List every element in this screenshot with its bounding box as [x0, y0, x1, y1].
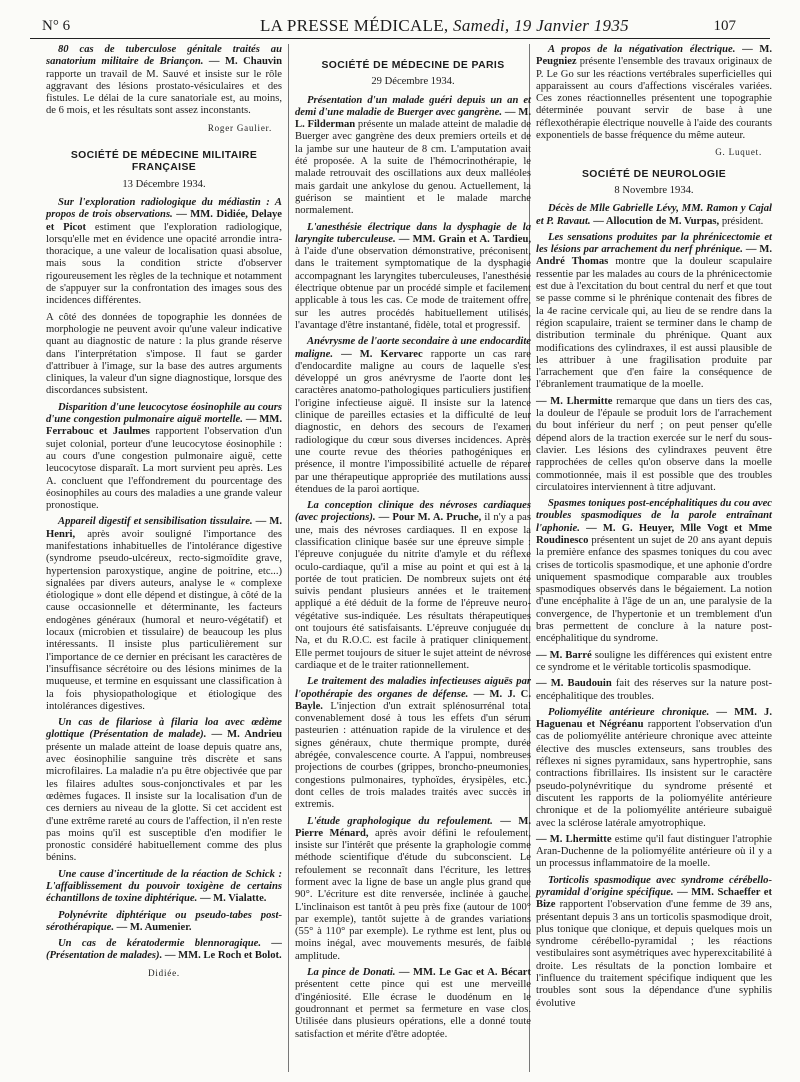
abstract-title: La conception clinique des névroses cardiaques (avec projections). — [295, 500, 531, 524]
abstract-body: présente l'ensemble des travaux originaux de P. Le Go sur les réactions vertébrales superficielles qui apparaissent au cours d'affections viscérales variées. Ces zones réactionnelles présentent une topographie déterminée pouvant servir de base à une réflexothérapie électrique nouvelle à l'aide des courants exponentiels de basse fréquence du même auteur. — [536, 56, 772, 142]
abstract-title: La pince de Donati. — [307, 967, 396, 979]
column-2 — [295, 44, 531, 1045]
abstract-body: rapporte un travail de M. Sauvé et insiste sur le rôle aggravant des lésions prostato-vésiculaires et des fistules. Le délai de la cure sanatoriale est, au moins, de 6 mois, et les résultats sont assez inconstants. — [46, 68, 282, 117]
item-list — [46, 44, 282, 118]
abstract-authors: — M. Henri, — [46, 516, 282, 540]
abstract-body: à l'aide d'une observation démonstrative, préconisent, dans le traitement symptomatique de la dysphagie accompagnant les laryngites tuberculeuses, l'anesthésie électrique obtenue par un procédé simple et facilement applicable à tous les cas. Ce mode de traitement offre, sur les autres procédés habituellement utilisés, l'avantage d'être instantané, fidèle, total et progressif. — [295, 246, 531, 331]
abstract-paragraph — [295, 95, 531, 218]
issue-number: N° 6 — [42, 18, 71, 34]
abstract-title: 80 cas de tuberculose génitale traités au sanatorium militaire de Briançon. — [46, 44, 282, 68]
abstract-body: après avoir souligné l'importance des manifestations inhabituelles de l'intolérance digestive (syndrome pseudo-ulcéreux, recto-sigmoïdite grave, hypertension paroxystique, angine de poitrine, etc...) signalées par divers auteurs, analyse le « complexe étiologique » dont elle dépend et distingue, à côté de la cause occasionnelle et déterminante, les facteurs endogènes généraux (humoral et neuro-végétatif) et locaux (microbien et tissulaire) de beaucoup les plus intéressants. Il insiste plus particulièrement sur l'importance de ce dernier en précisant les caractères de l'insuffisance sécrétoire ou des lésions minimes de la muqueuse, et termine en esquissant une classification à la fois physiopathologique et étiologique des intolérances digestives. — [46, 528, 282, 712]
abstract-paragraph — [536, 834, 772, 871]
page-header — [30, 14, 770, 40]
section-date: 8 Novembre 1934. — [614, 184, 694, 196]
abstract-paragraph — [46, 516, 282, 713]
abstract-authors: — M. Andrieu — [211, 729, 282, 741]
abstract-title: L'étude graphologique du refoulement. — [307, 815, 493, 827]
abstract-paragraph — [536, 498, 772, 646]
section-date: 29 Décembre 1934. — [371, 76, 455, 88]
abstract-paragraph — [295, 336, 531, 496]
abstract-title: Sur l'exploration radiologique du médiastin : A propos de trois observations. — [46, 196, 282, 221]
abstract-title: Poliomyélite antérieure chronique. — [548, 706, 710, 718]
item-list — [295, 95, 531, 1041]
issue-date: Samedi, 19 Janvier 1935 — [453, 16, 629, 35]
abstract-authors: — M. André Thomas — [536, 244, 772, 268]
signature: G. Luquet. — [715, 147, 762, 158]
abstract-body: présente un malade atteint de maladie de Buerger avec gangrène des deux premiers orteils et de la jambe sur une hauteur de 8 cm. L'amputation avait été proposée. A la suite de l'hémocrinothérapie, le malade retrouvait des oscillations aux deux malléoles mais gardait une ankylose du genou. Actuellement, la guérison se maintient et le malade marche normalement. — [295, 119, 531, 217]
abstract-body: souligne les différences qui existent entre ce syndrome et le véritable torticolis spasmodique. — [536, 649, 772, 673]
abstract-authors: — M. Kervarec — [341, 348, 423, 360]
item-list — [536, 44, 772, 142]
abstract-paragraph — [295, 500, 531, 672]
abstract-body: estime qu'il faut distinguer l'atrophie Aran-Duchenne de la poliomyélite antérieure où il y a un processus inflammatoire de la moelle. — [536, 833, 772, 870]
abstract-paragraph — [46, 197, 282, 308]
abstract-body: A côté des données de topographie les données de morphologie ne peuvent avoir qu'une valeur indicative quant au diagnostic de nature : la plus grande réserve dans l'interprétation s'impose. Il faut se garder d'attribuer à l'image, sur la base des autres arguments cliniques, la valeur d'un signe diagnostique, lorsque des discordances subsistent. — [46, 311, 282, 397]
abstract-paragraph — [536, 232, 772, 392]
abstract-authors: — M. G. Heuyer, Mlle Vogt et Mme Roudinesco — [536, 522, 772, 546]
abstract-paragraph — [536, 707, 772, 830]
abstract-authors: — M. Lhermitte — [536, 395, 613, 407]
abstract-authors: — MM. Schaeffer et Bize — [536, 887, 773, 911]
abstract-body: rapportent l'observation d'un sujet colonial, porteur d'une leucocytose éosinophile : au cours d'une congestion pulmonaire aiguë, cette leucocytose disparaît. La mort survient peu après. Les A. concluent que l'effondrement du pourcentage des éosinophiles au cours des maladies a une grande valeur pronostique. — [46, 426, 282, 512]
abstract-title: Décès de Mlle Gabrielle Lévy, MM. Ramon y Cajal et P. Ravaut. — [536, 203, 772, 227]
abstract-paragraph — [46, 402, 282, 513]
abstract-authors: — MM. Grain et A. Tardieu, — [398, 233, 531, 245]
abstract-authors: — M. Baudouin — [536, 678, 612, 690]
abstract-title: Une cause d'incertitude de la réaction de Schick : L'affaiblissement du pouvoir toxigène de certains échantillons de toxine diphtérique. — [46, 868, 282, 905]
abstract-paragraph — [536, 203, 772, 228]
abstract-authors: — M. Peugniez — [536, 44, 772, 68]
abstract-paragraph — [295, 676, 531, 811]
abstract-paragraph — [536, 44, 772, 142]
abstract-paragraph — [46, 910, 282, 935]
abstract-body: après avoir défini le refoulement, insiste sur l'intérêt que présente la graphologie comme méthode scientifique d'étude du subconscient. Le refoulement se reconnaît dans l'écriture, les lettres forment avec la ligne de base un angle plus grand que 90°. L'écriture est dite renversée, inclinée à gauche. L'inclinaison est tantôt à peu près fixe (autour de 100° par exemple), tantôt sujette à de grandes variations (55° à 110° par exemple). Le rythme est lent, plus ou moins inégal, avec mouvements mesurés, de faible amplitude. — [295, 827, 531, 962]
abstract-authors: — M. Chauvin — [208, 56, 282, 68]
abstract-paragraph — [536, 650, 772, 675]
abstract-title: Torticolis spasmodique avec syndrome cérébello-pyramidal d'origine spécifique. — [536, 874, 772, 898]
abstract-authors: — M. Pierre Ménard, — [295, 815, 531, 839]
abstract-body: estiment que l'exploration radiologique, lorsqu'elle met en évidence une opacité arrondie intra-thoracique, a une valeur de localisation quasi absolue, mais sous la condition stricte d'observer rigoureusement les règles de la technique et notamment de s'appuyer sur la confrontation des images sous des incidences différentes. — [46, 221, 282, 307]
abstract-paragraph — [46, 938, 282, 963]
abstract-body: rapportent l'observation d'une femme de 39 ans, présentant depuis 3 ans un torticolis spasmodique droit, plus tonique que clonique, et depuis quelques mois un syndrome cérébello-pyramidal ; les réactions vestibulaires sont asymétriques avec hyperexcitabilité à droite. Les résultats de la ponction lombaire et l'influence du traitement spécifique indiquent que les troubles sont sous la dépendance d'une syphilis évolutive — [536, 899, 772, 1009]
abstract-authors: — M. Barré — [536, 649, 592, 661]
abstract-body: rapportent l'observation d'un cas de poliomyélite antérieure chronique avec atteinte élective des muscles extenseurs, sans troubles des réflexes ni signes pyramidaux, sans hypertrophie, sans contractions fibrillaires. Ils insistent sur le caractère pseudo-polynévritique du syndrome présenté et discutent les rapports de la poliomyélite antérieure chronique et de la poliomyélite antérieure subaiguë avec la sclérose latérale amyotrophique. — [536, 719, 772, 829]
abstract-title: Polynévrite diphtérique ou pseudo-tabes post-sérothérapique. — [46, 909, 282, 933]
section-date: 13 Décembre 1934. — [122, 178, 206, 190]
header-rule — [30, 38, 770, 39]
abstract-title: A propos de la négativation électrique. — [548, 44, 736, 55]
abstract-paragraph — [536, 678, 772, 703]
abstract-authors: — Allocution de M. Vurpas, — [593, 215, 720, 227]
signature: Roger Gaulier. — [207, 122, 272, 133]
column-divider — [288, 44, 289, 1072]
abstract-paragraph — [536, 875, 772, 1010]
abstract-paragraph — [46, 44, 282, 118]
abstract-authors: — M. J. C. Bayle. — [295, 688, 531, 712]
item-list — [46, 197, 282, 963]
abstract-title: L'anesthésie électrique dans la dysphagie de la laryngite tuberculeuse. — [295, 221, 531, 245]
signature: Didiée. — [148, 967, 180, 978]
abstract-paragraph — [295, 967, 531, 1041]
abstract-body: montre que la douleur scapulaire ressentie par les malades au cours de la phrénicectomie est due à l'excitation du bout central du nerf et que tout se passe comme si le phrénique contenait des fibres de la 4e racine cervicale qui, au lieu de se rendre dans la région scapulaire, traient se terminer dans le champ de distribution terminale du phrénique. Quant aux modifications des cylindraxes, il est aussi plausible de les attribuer à une fragilisation produite par l'arrachement que d'en faire la conséquence de l'ébranlement traumatique de la moelle. — [536, 256, 773, 391]
abstract-title: Appareil digestif et sensibilisation tissulaire. — [58, 516, 253, 528]
abstract-body: présente un malade atteint de loase depuis quatre ans, avec éosinophilie sanguine très discrète et sans microfilaires. La maladie n'a pu être objectivée que par les filaires adultes sous-conjonctivales et par les œdèmes fugaces. Il insiste sur la localisation d'un de ces derniers au niveau de la glotte. Si cet accident est d'une extrême rareté au cours de l'affection, il n'en reste pas moins qu'il est susceptible d'en modifier le pronostic considéré habituellement comme des plus bénins. — [46, 741, 282, 864]
abstract-body: fait des réserves sur la nature post-encéphalitique des troubles. — [536, 678, 772, 702]
journal-name: LA PRESSE MÉDICALE, — [260, 16, 449, 35]
abstract-body: présentent cette pince qui est une merveille d'ingéniosité. Elle écrase le duodénum en le goudronnant et permet sa fermeture en vase clos. Utilisée dans plusieurs opérations, elle a donné toute satisfaction et mérite d'être adoptée. — [295, 979, 531, 1040]
page-number: 107 — [713, 18, 736, 34]
abstract-authors: — MM. Didiée, Delaye et Picot — [46, 209, 282, 233]
abstract-paragraph — [295, 222, 531, 333]
abstract-authors: — M. L. Filderman — [295, 106, 531, 131]
abstract-authors: — M. Vialatte. — [199, 893, 267, 905]
abstract-body: président. — [721, 215, 764, 227]
abstract-body: remarque que dans un tiers des cas, la douleur de l'épaule se produit lors de l'arrachement du bout inférieur du nerf ; on peut penser qu'elle dépend alors de la traction exercée sur le nerf du sous-clavier. Les lésions des cylindraxes peuvent être rapprochées de celles qu'on observe dans la moelle commotionnée, mais il est possible que des troubles circulatoires interviennent à titre adjuvant. — [536, 395, 772, 493]
abstract-paragraph — [46, 717, 282, 865]
abstract-title: Présentation d'un malade guéri depuis un an et demi d'une maladie de Buerger avec gangrène. — [295, 94, 531, 118]
abstract-paragraph — [46, 312, 282, 398]
abstract-paragraph — [536, 396, 772, 494]
abstract-authors: — MM. J. Haguenau et Négréanu — [536, 706, 772, 731]
abstract-authors: — Pour M. A. Pruche, — [378, 512, 482, 524]
abstract-title: Les sensations produites par la phrénicectomie et les lésions par arrachement du nerf phrénique. — [536, 231, 772, 256]
abstract-paragraph — [295, 816, 531, 964]
column-3 — [536, 44, 772, 1014]
abstract-body: rapporte un cas rare d'endocardite maligne au cours de laquelle s'est développé un gros anévrysme de l'aorte dont les caractères anatomo-pathologiques particuliers justifient l'origine infectieuse aiguë. Il insiste sur la latence clinique de pareilles ectasies et la difficulté de leur diagnostic, en dehors des secours de l'examen radiologique du cœur sous diverses incidences. Après une courte revue des théories pathogéniques en présence, il montre l'impossibilité actuelle de réparer par une thérapeutique appropriée des mutilations aussi étendues de la paroi aortique. — [295, 348, 531, 495]
section-title: SOCIÉTÉ DE MÉDECINE MILITAIRE FRANÇAISE — [70, 150, 258, 174]
abstract-title: Le traitement des maladies infectieuses aiguës par l'opothérapie des organes de défense. — [295, 676, 531, 700]
abstract-authors: — MM. Ferrabouc et Jaulmes — [46, 414, 282, 438]
abstract-authors: — MM. Le Gac et A. Bécart — [398, 967, 532, 979]
journal-title — [260, 16, 629, 36]
section-title: SOCIÉTÉ DE NEUROLOGIE — [581, 168, 727, 180]
abstract-paragraph — [46, 869, 282, 906]
abstract-title: Anévrysme de l'aorte secondaire à une endocardite maligne. — [295, 336, 531, 360]
abstract-title: Un cas de kératodermie blennoragique. — (Présentation de malades). — [46, 938, 282, 962]
abstract-title: Disparition d'une leucocytose éosinophile au cours d'une congestion pulmonaire aiguë mortelle. — [46, 401, 282, 426]
section-title: SOCIÉTÉ DE MÉDECINE DE PARIS — [321, 60, 505, 71]
abstract-title: Un cas de filariose à filaria loa avec œdème glottique (Présentation de malade). — [46, 717, 282, 741]
abstract-body: il n'y a pas une, mais des névroses cardiaques. Il en expose la classification clinique basée sur une épreuve simple : l'épreuve conjuguée du nitrite d'amyle et du réflexe oculo-cardiaque, qu'il a mise au point et qui est à la portée de tout praticien. De nombreux sujets ont été suivis pendant plusieurs années et le traitement appliqué a été déduit de la forme de l'épreuve neuro-végétative sus-indiquée. Les résultats thérapeutiques ont toujours été satisfaisants. L'épreuve conjuguée du Na, et du R.O.C. est facile à pratiquer cliniquement. Elle permet toujours de situer le sujet atteint de névrose cardiaque et de le traiter rationnellement. — [295, 512, 531, 671]
abstract-authors: — M. Aumenier. — [116, 921, 192, 933]
abstract-body: présentent un sujet de 20 ans ayant depuis la première enfance des spasmes toniques du cou avec crises de torticolis spasmodique, et une aphonie d'ordre uniquement spasmodique comparable aux troubles spasmodiques observés dans le bégaiement. La notion d'une encéphalite à l'âge de un an, une paralysie de la convergence, de l'hypertonie et un tremblement d'un bras permettent de conclure à la nature post-encéphalitique du syndrome. — [536, 534, 772, 645]
column-1 — [46, 44, 282, 989]
item-list — [536, 203, 772, 1010]
abstract-authors: — MM. Le Roch et Bolot. — [164, 950, 282, 962]
abstract-body: L'injection d'un extrait splénosurrénal total convenablement dosé à tous les effets d'un sérum pasteurien : atténuation rapide de la virulence et des signes généraux, chute thermique prompte, durée abrégée, convalescence courte. A l'appui, nombreuses projections de courbes (grippes, broncho-pneumonies, congestions pulmonaires, typhoïdes, érysipèles, etc.) dont celles de trois malades traités avec succès in extremis. — [295, 700, 531, 811]
abstract-authors: — M. Lhermitte — [536, 833, 612, 845]
abstract-title: Spasmes toniques post-encéphalitiques du cou avec troubles spasmodiques de la parole entraînant l'aphonie. — [536, 498, 772, 534]
